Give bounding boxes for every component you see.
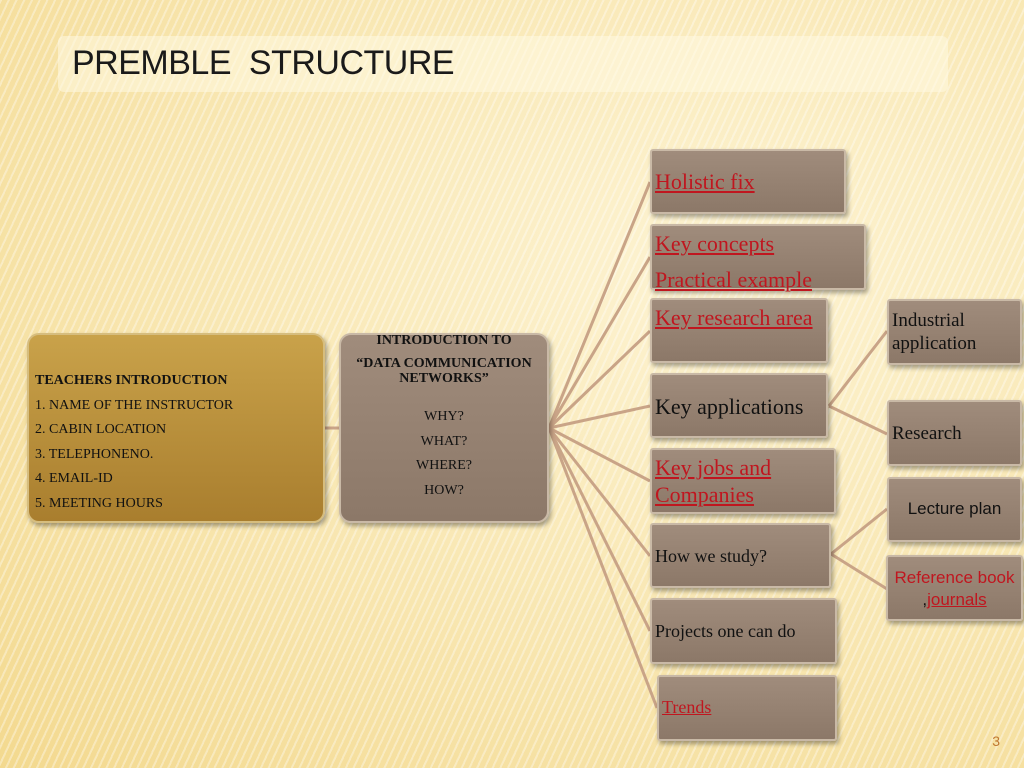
projects-label: Projects one can do xyxy=(655,621,796,641)
connector-reference xyxy=(831,554,887,589)
teachers-item: 3. TELEPHONENO. xyxy=(35,446,154,462)
key-concepts-box[interactable] xyxy=(650,224,866,290)
page-number: 3 xyxy=(992,733,1000,749)
slide-title: PREMBLE STRUCTURE xyxy=(72,44,455,82)
connector-projects xyxy=(549,428,650,631)
teachers-introduction-box xyxy=(27,333,325,523)
connector-concepts xyxy=(549,257,650,428)
how-we-study-box xyxy=(650,523,831,588)
connector-study xyxy=(549,428,650,556)
lecture-plan-label: Lecture plan xyxy=(907,499,1002,518)
how-we-study-label: How we study? xyxy=(655,546,767,566)
teachers-item: 5. MEETING HOURS xyxy=(35,495,163,511)
trends-link[interactable]: Trends xyxy=(662,697,712,717)
practical-example-link[interactable]: Practical example xyxy=(655,267,812,292)
research-label: Research xyxy=(892,423,962,444)
intro-line2: “DATA COMMUNICATION NETWORKS” xyxy=(356,356,532,386)
connector-holistic xyxy=(549,182,650,428)
holistic-fix-box[interactable] xyxy=(650,149,846,214)
connector-research xyxy=(829,406,887,434)
key-applications-box xyxy=(650,373,828,438)
holistic-fix-link[interactable]: Holistic fix xyxy=(655,169,755,194)
intro-box xyxy=(339,333,549,523)
key-research-area-box[interactable] xyxy=(650,298,828,363)
reference-separator: , xyxy=(922,590,928,609)
connector-jobs xyxy=(549,428,650,481)
intro-line1: INTRODUCTION TO xyxy=(376,333,512,348)
key-research-area-link[interactable]: Key research area xyxy=(655,305,813,330)
connector-research-area xyxy=(549,331,650,428)
teachers-item: 2. CABIN LOCATION xyxy=(35,422,167,437)
teachers-item: 4. EMAIL-ID xyxy=(35,471,113,486)
research-box xyxy=(887,400,1022,466)
teachers-item: 1. NAME OF THE INSTRUCTOR xyxy=(35,397,234,413)
key-concepts-link[interactable]: Key concepts xyxy=(655,231,775,256)
intro-question: WHY? xyxy=(424,409,464,424)
connector-trends xyxy=(549,428,657,708)
industrial-application-label: Industrial application xyxy=(892,310,977,354)
connector-industrial xyxy=(829,331,887,406)
connector-lecture xyxy=(831,509,887,554)
projects-box xyxy=(650,598,837,664)
key-jobs-box[interactable] xyxy=(650,448,836,514)
intro-question: HOW? xyxy=(424,482,464,498)
key-jobs-link[interactable]: Key jobs and Companies xyxy=(655,455,772,507)
reference-book-link[interactable]: Reference book xyxy=(894,568,1015,587)
intro-question: WHERE? xyxy=(416,458,472,473)
trends-box[interactable] xyxy=(657,675,837,741)
teachers-heading: TEACHERS INTRODUCTION xyxy=(35,373,228,388)
industrial-application-box xyxy=(887,299,1022,365)
key-applications-label: Key applications xyxy=(655,394,804,419)
intro-question: WHAT? xyxy=(420,433,468,449)
journals-link[interactable]: journals xyxy=(927,590,987,609)
lecture-plan-box xyxy=(887,477,1022,542)
connector-applications xyxy=(549,406,650,428)
reference-box[interactable] xyxy=(886,555,1023,621)
